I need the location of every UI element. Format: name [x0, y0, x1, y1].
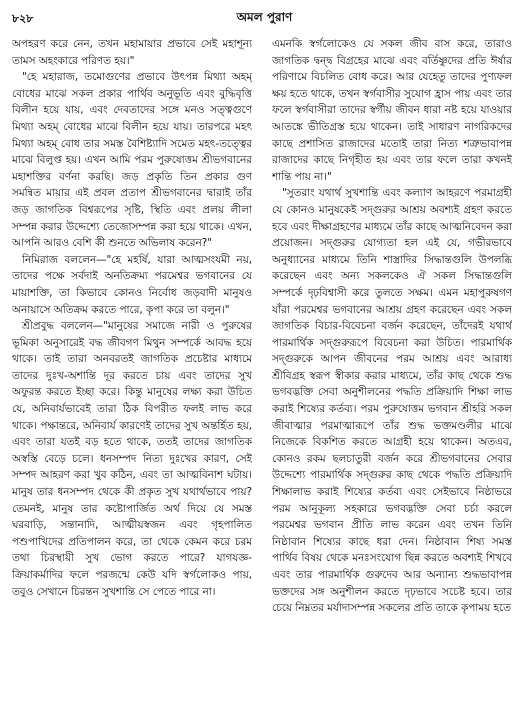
paragraph: অপহরণ করে নেন, তখন মহামায়ার প্রভাবে সেই মহাশূন্য তামস অহংকারে পরিণত হয়।": [12, 38, 252, 67]
right-text-column: [272, 36, 512, 704]
left-text-column: [12, 36, 252, 704]
paragraph: শ্রীপ্রবুদ্ধ বললেন—"মানুষের সমাজে নারী ও পুরুষের ভূমিকা অনুসারেই বদ্ধ জীবগণ মিথুন সম্পর্কে আবদ্ধ হয়ে থাকে। তাই তারা অনবরতই জাগতিক প্রচেষ্টার মাধ্যমে তাদের দুঃখ-অশান্তি দূর করতে চায় এবং তাদের সুখ অফুরন্ত করতে ইচ্ছা করে। কিন্তু মানুষের লক্ষ্য করা উচিত যে, অনিবার্যভাবেই তারা ঠিক বিপরীত ফলই লাভ করে থাকে। পক্ষান্তরে, অনিবার্য কারণেই তাদের সুখ অন্তর্হিত হয়, এবং তারা যতই বড় হতে থাকে, ততই তাদের জাগতিক অস্বস্তি বেড়ে চলে। ধনসম্পদ নিত্য দুঃখের কারণ, সেই সম্পদ আহরণ করা খুব কঠিন, এবং তা আত্মবিনাশ ঘটায়। মানুষ তার ধনসম্পদ থেকে কী প্রকৃত সুখ যথার্থভাবে পায়? তেমনই, মানুষ তার কষ্টোপার্জিত অর্থ দিয়ে যে সমস্ত ঘরবাড়ি, সন্তানাদি, আত্মীয়স্বজন এবং গৃহপালিত পশুপাখিদের প্রতিপালন করে, তা থেকে কেমন করে চরম তথা চিরস্থায়ী সুখ ভোগ করতে পারে? যাগযজ্ঞ-ক্রিয়াকর্মাদির ফলে পরজন্মে কেউ যদি স্বর্গলোকও পায়, তবুও সেখানে চিরন্তন সুখশান্তি সে পেতে পারে না।: [12, 320, 252, 598]
paragraph: এমনকি স্বর্গলোকেও যে সকল জীব বাস করে, তারাও জাগতিক দ্বন্দ্ব বিগ্রহের মাঝে এবং বর্তিষ্ণুদের প্রতি ঈর্ষার পরিণামে বিচলিত বোধ করে। আর যেহেতু তাদের পুণ্যফল ক্ষয় হতে থাকে, তখন স্বর্গবাসীর সুযোগ হ্রাস পায় এবং তার ফলে স্বর্গবাসীরা তাদের স্বর্গীয় জীবন ধারা নষ্ট হয়ে যাওয়ার আতঙ্কে ভীতিগ্রস্ত হয়ে থাকেন। তাই সাধারণ নাগরিকদের কাছে প্রশাসিত রাজাদের মতোই তারা নিত্য শত্রুভাবাপন্ন রাজাদের কাছে নিগৃহীত হয় এবং তার ফলে তারা কখনই শান্তি পায় না।": [272, 38, 512, 183]
page-number: ৮২৮: [12, 12, 34, 25]
running-head-title: অমল পুরাণ: [236, 10, 293, 24]
paragraph: "সুতরাং যথার্থ সুখশান্তি এবং কল্যাণ আহরণে পরমাগ্রহী যে কোনও মানুষকেই সদ্গুরুর আশ্রয় অবশ্যই গ্রহণ করতে হবে এবং দীক্ষাগ্রহণের মাধ্যমে তাঁর কাছে আত্মনিবেদন করা প্রয়োজন। সদ্গুরুর যোগ্যতা হল এই যে, গভীরভাবে অনুধ্যানের মাধ্যমে তিনি শাস্ত্রাদির সিদ্ধান্তগুলি উপলব্ধি করেছেন এবং অন্য সকলকেও ঐ সকল সিদ্ধান্তগুলি সম্পর্কে দৃঢ়বিশ্বাসী করে তুলতে সক্ষম। এমন মহাপুরুষগণ যাঁরা পরমেশ্বর ভগবানের আশ্রয় গ্রহণ করেছেন এবং সকল জাগতিক বিচার-বিবেচনা বর্জন করেছেন, তাঁদেরই যথার্থ পারমার্থিক সদ্গুরুরূপে বিবেচনা করা উচিত। পারমার্থিক সদ্গুরুকে আপন জীবনের পরম আশ্রয় এবং আরাধ্য শ্রীবিগ্রহ স্বরূপ স্বীকার করার মাধ্যমে, তাঁর কাছ থেকে শুদ্ধ ভগবদ্ভক্তি সেবা অনুশীলনের পদ্ধতি প্রক্রিয়াদি শিক্ষা লাভ করাই শিষ্যের কর্তব্য। পরম পুরুষোত্তম ভগবান শ্রীহরি সকল জীবাত্মার পরমাত্মারূপে তাঁর শুদ্ধ ভক্তমণ্ডলীর মাঝে নিজেকে বিকশিত করতে আগ্রহী হয়ে থাকেন। অতএব, কোনও রকম ছলচাতুরী বর্জন করে শ্রীভগবানের সেবার উদ্দেশ্যে পারমার্থিক সদ্গুরুর কাছ থেকে পদ্ধতি প্রক্রিয়াদি শিক্ষালাভ করাই শিষ্যের কর্তব্য এবং সেইভাবে নিষ্ঠাভরে পরম আনুকূল্য সহকারে ভগবদ্ভক্তি সেবা চর্চা করলে পরমেশ্বর ভগবান প্রীতি লাভ করেন এবং তখন তিনি নিষ্ঠাবান শিষ্যের কাছে ধরা দেন। নিষ্ঠাবান শিষ্য সমস্ত পার্থিব বিষয় থেকে মনঃসংযোগ ছিন্ন করতে অবশ্যই শিখবে এবং তার পারমার্থিক গুরুদেব আর অন্যান্য শুদ্ধভাবাপন্ন ভক্তদের সঙ্গ অনুশীলন করতে দৃঢ়ভাবে সচেষ্ট হবে। তার চেয়ে নিম্নতর মর্যাদাসম্পন্ন সকলের প্রতি তাকে কৃপাময় হতে: [272, 187, 512, 615]
paragraph: "হে মহারাজ, তমোগুণের প্রভাবে উৎপন্ন মিথ্যা অহম্ বোধের মাঝে সকল প্রকার পার্থিব অনুভূতি এবং বুদ্ধিবৃত্তি বিলীন হয়ে যায়, এবং দেবতাদের সঙ্গে মনও সত্ত্বগুণে মিথ্যা অহম্ বোধের মাঝে বিলীন হয়ে যায়। তারপরে মহৎ মিথ্যা অহম্ বোধ তার সমস্ত বৈশিষ্ট্যাদি সমেত মহৎ-তত্ত্বের মাঝে বিলুপ্ত হয়। এখন আমি পরম পুরুষোত্তম শ্রীভগবানের মহাশক্তির বর্ণনা করছি। জড় প্রকৃতি তিন প্রকার গুণ সমন্বিত মায়ার এই প্রবল প্রতাপ শ্রীভগবানের দ্বারাই তাঁর জড় জাগতিক বিশ্বরূপের সৃষ্টি, স্থিতি এবং প্রলয় লীলা সম্পন্ন করার উদ্দেশ্যে তেজোসম্পন্ন করা হয়ে থাকে। এখন, আপনি আরও বেশি কী শুনতে অভিলাষ করেন?": [12, 71, 252, 250]
paragraph: নিমিরাজ বললেন—"হে মহর্ষি, যারা আত্মসংযমী নয়, তাদের পক্ষে সর্বদাই অনতিক্রম্য পরমেশ্বর ভগবানের যে মায়াশক্তি, তা কিভাবে কোনও নির্বোধ জড়বাদী মানুষও অনায়াসে অতিক্রম করতে পারে, কৃপা করে তা বলুন।": [12, 253, 252, 316]
